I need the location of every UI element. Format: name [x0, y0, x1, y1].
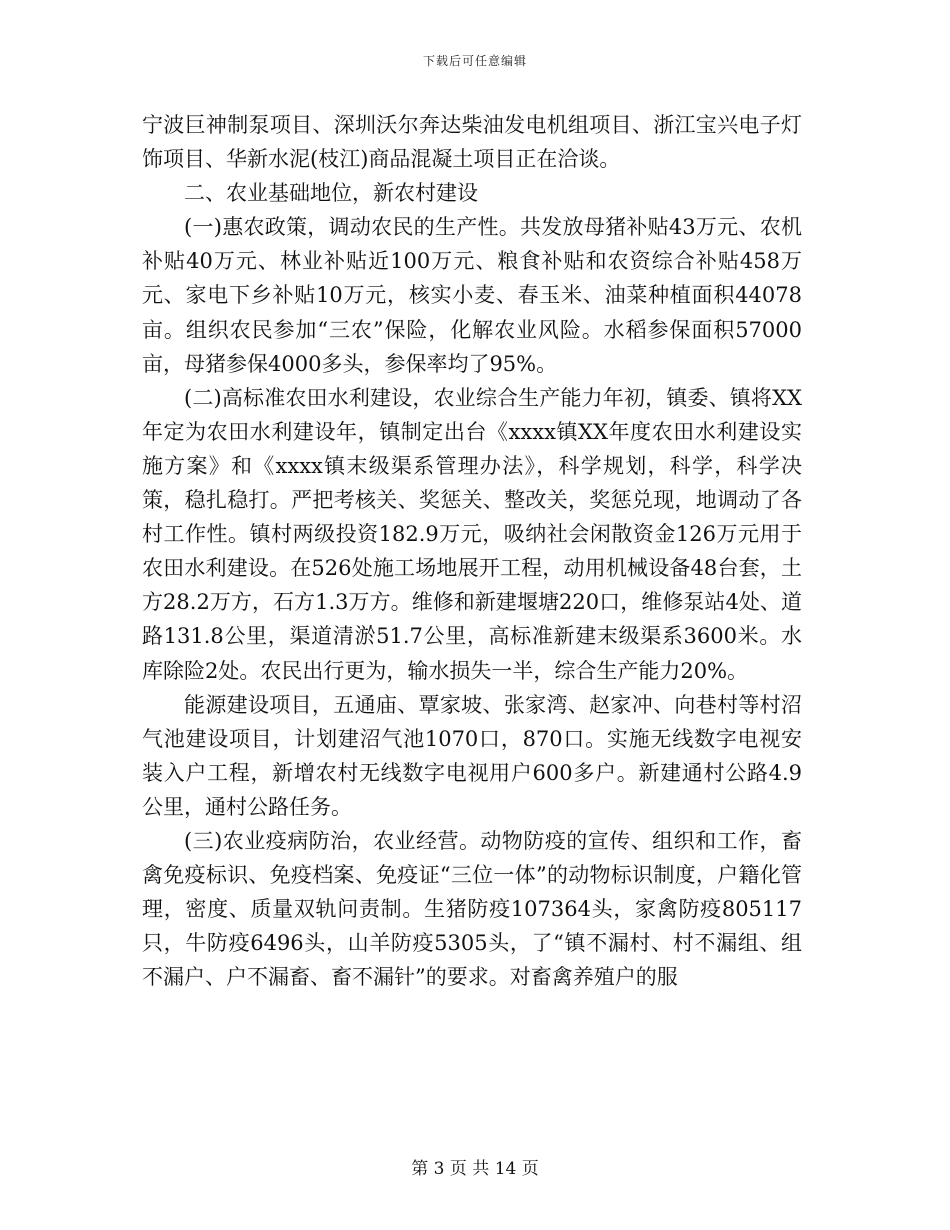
footer-page-number: 3: [433, 1159, 445, 1179]
footer-prefix: 第: [411, 1159, 429, 1179]
paragraph-1: 宁波巨神制泵项目、深圳沃尔奔达柴油发电机组项目、浙江宝兴电子灯饰项目、华新水泥(枝江)商品混凝土项目正在洽谈。: [142, 113, 802, 172]
page-footer: [0, 1154, 950, 1179]
paragraph-5: 能源建设项目，五通庙、覃家坡、张家湾、赵家冲、向巷村等村沼气池建设项目，计划建沼气池1070口，870口。实施无线数字电视安装入户工程，新增农村无线数字电视用户600多户。新建通村公路4.9公里，通村公路任务。: [142, 692, 802, 819]
paragraph-3: (一)惠农政策，调动农民的生产性。共发放母猪补贴43万元、农机补贴40万元、林业补贴近100万元、粮食补贴和农资综合补贴458万元、家电下乡补贴10万元，核实小麦、春玉米、油菜种植面积44078亩。组织农民参加“三农”保险，化解农业风险。水稻参保面积57000亩，母猪参保4000多头，参保率均了95%。: [142, 215, 802, 376]
page-header: 下载后可任意编辑: [422, 54, 527, 68]
document-body: [142, 108, 802, 994]
paragraph-6: (三)农业疫病防治，农业经营。动物防疫的宣传、组织和工作，畜禽免疫标识、免疫档案、免疫证“三位一体”的动物标识制度，户籍化管理，密度、质量双轨问责制。生猪防疫107364头，家禽防疫805117只，牛防疫6496头，山羊防疫5305头，了“镇不漏村、村不漏组、组不漏户、户不漏畜、畜不漏针”的要求。对畜禽养殖户的服: [142, 828, 802, 990]
section-heading: 二、农业基础地位，新农村建设: [184, 181, 478, 206]
footer-middle: 页 共: [449, 1159, 490, 1179]
footer-suffix: 页: [521, 1159, 539, 1179]
footer-total-pages: 14: [494, 1159, 517, 1179]
paragraph-4: (二)高标准农田水利建设，农业综合生产能力年初，镇委、镇将XX年定为农田水利建设年，镇制定出台《xxxx镇XX年度农田水利建设实施方案》和《xxxx镇末级渠系管理办法》，科学规划，科学，科学决策，稳扎稳打。严把考核关、奖惩关、整改关，奖惩兑现，地调动了各村工作性。镇村两级投资182.9万元，吸纳社会闲散资金126万元用于农田水利建设。在526处施工场地展开工程，动用机械设备48台套，土方28.2万方，石方1.3万方。维修和新建堰塘220口，维修泵站4处、道路131.8公里，渠道清淤51.7公里，高标准新建末级渠系3600米。水库除险2处。农民出行更为，输水损失一半，综合生产能力20%。: [142, 385, 802, 683]
